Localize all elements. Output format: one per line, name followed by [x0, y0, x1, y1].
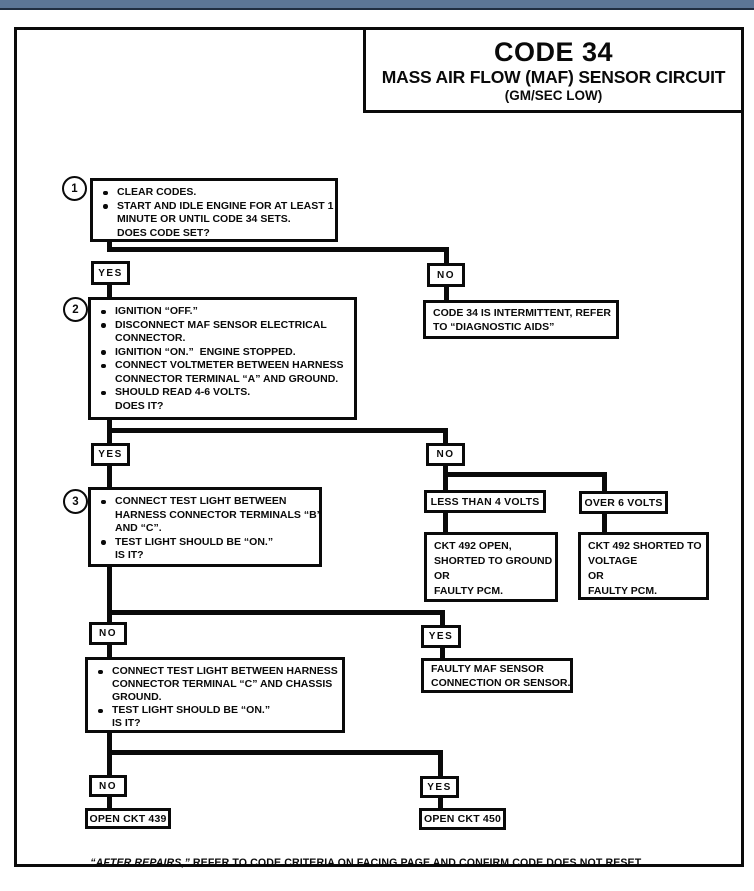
result-text: CKT 492 OPEN,: [434, 540, 512, 552]
step-line: [99, 359, 350, 373]
bullet-spacer: [101, 213, 117, 227]
connector-line: [444, 247, 449, 263]
bullet-spacer: [99, 373, 115, 387]
result-open-ckt-439: OPEN CKT 439: [85, 808, 171, 829]
connector-line: [107, 465, 112, 488]
bullet-icon: [96, 665, 112, 678]
bullet-icon: [99, 536, 115, 550]
step-text: MINUTE OR UNTIL CODE 34 SETS.: [117, 213, 291, 225]
result-text: CKT 492 SHORTED TO: [588, 540, 702, 552]
result-ckt-492-high: [578, 532, 709, 600]
bullet-icon: [99, 386, 115, 400]
step-line: [96, 704, 338, 717]
bullet-spacer: [99, 332, 115, 346]
step-line: [101, 227, 331, 241]
page-title: CODE 34: [493, 37, 614, 67]
connector-line: [440, 610, 445, 626]
bullet-icon: [99, 319, 115, 333]
bullet-spacer: [99, 400, 115, 414]
branch-label-yes-4: YES: [420, 776, 459, 798]
branch-label-yes-3: YES: [421, 625, 461, 648]
bullet-icon: [99, 346, 115, 360]
bullet-icon: [99, 495, 115, 509]
step-text: CONNECT TEST LIGHT BETWEEN: [115, 495, 287, 507]
result-text: SHORTED TO GROUND: [434, 555, 553, 567]
step-text: IS IT?: [112, 717, 141, 729]
step-text: CONNECTOR TERMINAL “C” AND CHASSIS: [112, 678, 333, 690]
step-text: AND “C”.: [115, 522, 162, 534]
title-block: [363, 27, 744, 113]
connector-line: [602, 513, 607, 533]
branch-label-yes-2: YES: [91, 443, 130, 466]
step-line: [96, 717, 338, 730]
bullet-spacer: [96, 717, 112, 730]
step-line: [99, 549, 315, 563]
result-text: OR: [434, 570, 450, 582]
step-text: DISCONNECT MAF SENSOR ELECTRICAL: [115, 318, 327, 331]
connector-line: [107, 750, 443, 755]
branch-label-no-1: NO: [427, 263, 465, 287]
page-subtitle: MASS AIR FLOW (MAF) SENSOR CIRCUIT: [381, 67, 726, 87]
result-text: CONNECTION OR SENSOR.: [431, 676, 571, 689]
step-text: IGNITION “OFF.”: [115, 305, 198, 317]
step-line: [96, 665, 338, 678]
connector-line: [443, 472, 607, 477]
step-line: [99, 400, 350, 414]
step-text: CONNECTOR.: [115, 332, 186, 344]
footer-note-rest: REFER TO CODE CRITERIA ON FACING PAGE AND CONFIRM CODE DOES NOT RESET.: [189, 857, 644, 869]
flow-step-2: [88, 297, 357, 420]
flow-step-4: [85, 657, 345, 733]
step-line: [99, 346, 350, 360]
step-text: CONNECT VOLTMETER BETWEEN HARNESS: [115, 359, 344, 371]
footer-note: [78, 845, 678, 881]
step-text: DOES CODE SET?: [117, 226, 210, 239]
window-top-bar: [0, 0, 754, 10]
step-number-1: 1: [62, 176, 87, 201]
bullet-spacer: [96, 678, 112, 691]
result-text: TO “DIAGNOSTIC AIDS”: [433, 321, 555, 333]
step-number-2: 2: [63, 297, 88, 322]
result-text: CODE 34 IS INTERMITTENT, REFER: [433, 307, 611, 319]
result-text: FAULTY MAF SENSOR: [431, 663, 544, 675]
bullet-icon: [101, 200, 117, 214]
bullet-icon: [99, 305, 115, 319]
connector-line: [107, 428, 448, 433]
connector-line: [444, 286, 449, 301]
step-line: [99, 536, 315, 550]
step-text: IGNITION “ON.” ENGINE STOPPED.: [115, 345, 296, 358]
step-line: [99, 319, 350, 333]
result-intermittent: [423, 300, 619, 339]
footer-note-lead: “AFTER REPAIRS,”: [90, 857, 190, 869]
bullet-spacer: [96, 691, 112, 704]
step-line: [96, 678, 338, 691]
branch-label-yes-1: YES: [91, 261, 130, 285]
connector-line: [107, 644, 112, 658]
flow-step-3: [88, 487, 322, 567]
result-text: FAULTY PCM.: [434, 585, 504, 597]
step-line: [101, 213, 331, 227]
step-line: [99, 495, 315, 509]
result-text: VOLTAGE: [588, 555, 638, 567]
bullet-icon: [101, 186, 117, 200]
branch-label-no-2: NO: [426, 443, 465, 466]
step-text: TEST LIGHT SHOULD BE “ON.”: [115, 535, 274, 548]
step-number-3: 3: [63, 489, 88, 514]
step-text: IS IT?: [115, 549, 144, 561]
step-text: HARNESS CONNECTOR TERMINALS “B”: [115, 508, 322, 521]
page-subtitle-2: (GM/SEC LOW): [504, 88, 603, 103]
step-text: CONNECTOR TERMINAL “A” AND GROUND.: [115, 372, 339, 385]
condition-less-than-4-volts: LESS THAN 4 VOLTS: [424, 490, 546, 513]
connector-line: [438, 750, 443, 777]
step-text: SHOULD READ 4-6 VOLTS.: [115, 386, 251, 398]
step-line: [99, 373, 350, 387]
branch-label-no-4: NO: [89, 775, 127, 797]
step-line: [96, 691, 338, 704]
bullet-spacer: [99, 509, 115, 523]
connector-line: [107, 247, 449, 252]
bullet-icon: [96, 704, 112, 717]
bullet-spacer: [101, 227, 117, 241]
result-faulty-maf-sensor: [421, 658, 573, 693]
step-text: START AND IDLE ENGINE FOR AT LEAST 1: [117, 199, 334, 212]
result-open-ckt-450: OPEN CKT 450: [419, 808, 506, 830]
result-text: FAULTY PCM.: [588, 585, 658, 597]
step-text: DOES IT?: [115, 399, 164, 412]
step-line: [99, 508, 322, 523]
branch-label-no-3: NO: [89, 622, 127, 645]
bullet-icon: [99, 359, 115, 373]
connector-line: [107, 610, 445, 615]
step-line: [101, 186, 331, 200]
step-text: CLEAR CODES.: [117, 186, 197, 198]
step-line: [99, 332, 350, 346]
connector-line: [107, 284, 112, 298]
step-line: [99, 386, 350, 400]
step-text: TEST LIGHT SHOULD BE “ON.”: [112, 704, 271, 716]
step-text: CONNECT TEST LIGHT BETWEEN HARNESS: [112, 665, 338, 677]
step-line: [99, 305, 350, 319]
result-ckt-492-low: [424, 532, 558, 602]
bullet-spacer: [99, 549, 115, 563]
result-text: OR: [588, 570, 604, 582]
connector-line: [443, 465, 448, 491]
flow-step-1: [90, 178, 338, 242]
step-text: GROUND.: [112, 691, 162, 703]
connector-line: [443, 428, 448, 444]
condition-over-6-volts: OVER 6 VOLTS: [579, 491, 668, 514]
step-line: [99, 522, 315, 536]
bullet-spacer: [99, 522, 115, 536]
connector-line: [443, 512, 448, 533]
step-line: [101, 199, 334, 214]
connector-line: [602, 472, 607, 492]
